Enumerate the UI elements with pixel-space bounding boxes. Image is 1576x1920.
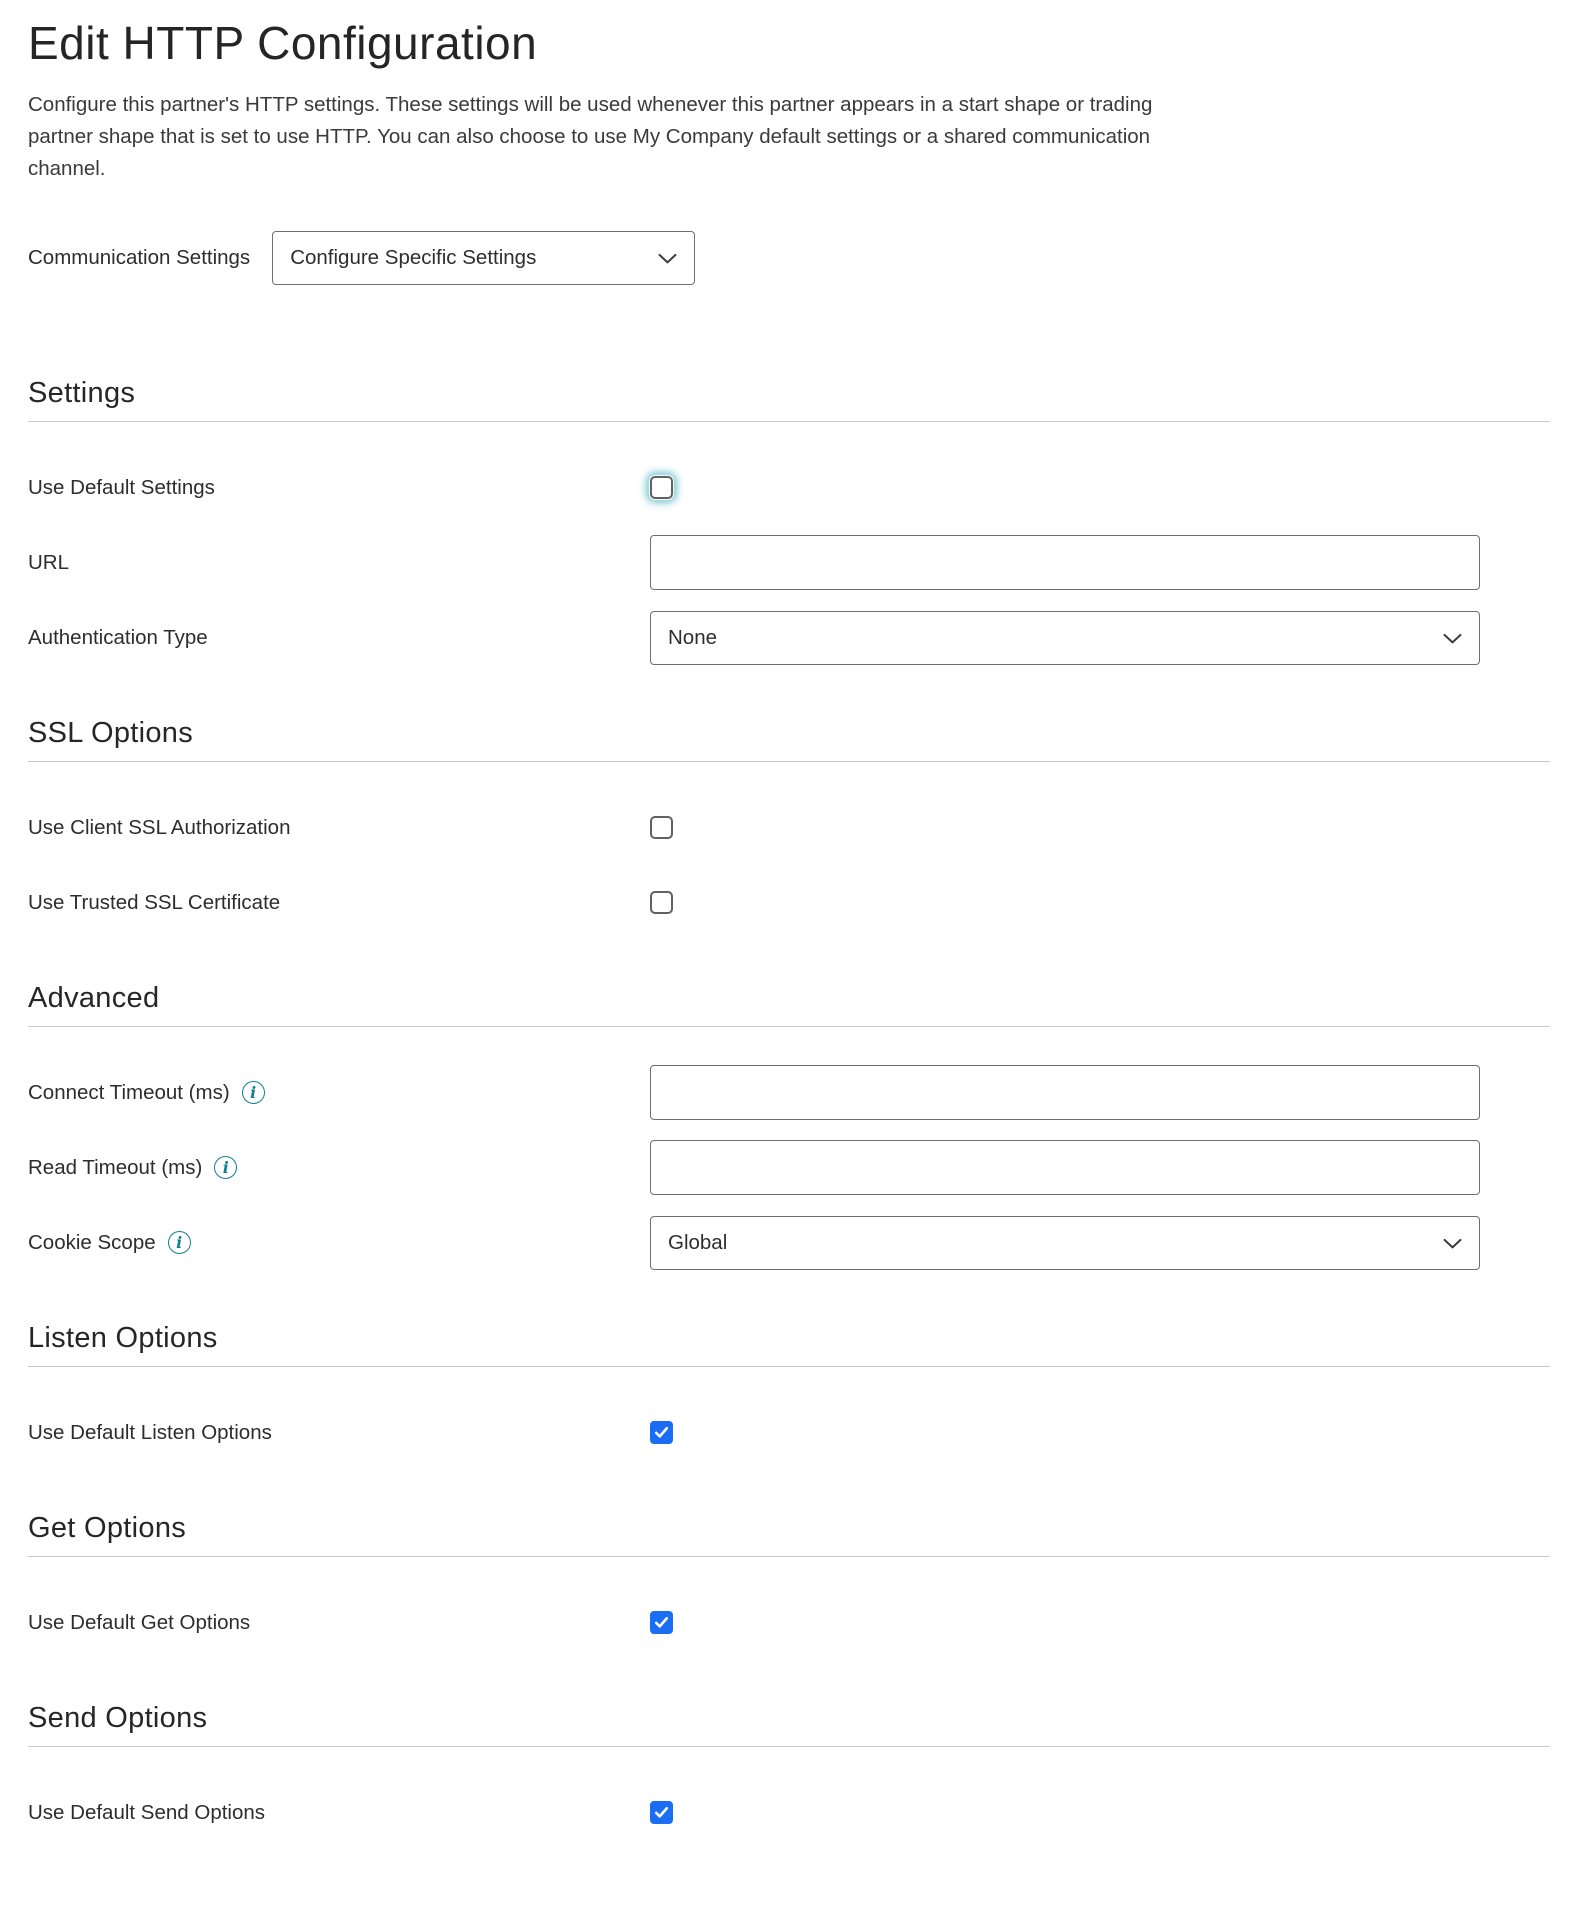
use-default-send-options-row (28, 1785, 1550, 1840)
authentication-type-select[interactable] (650, 611, 1480, 665)
url-input[interactable] (650, 535, 1480, 590)
info-icon-glyph: i (222, 1157, 229, 1177)
use-default-listen-options-row (28, 1405, 1550, 1460)
section-divider (28, 1026, 1550, 1027)
section-listen-options (28, 1322, 1550, 1460)
section-divider (28, 1746, 1550, 1747)
communication-settings-label: Communication Settings (28, 246, 251, 270)
section-settings (28, 377, 1550, 665)
read-timeout-row (28, 1140, 1550, 1195)
authentication-type-label: Authentication Type (28, 625, 208, 649)
url-row (28, 535, 1550, 590)
cookie-scope-value: Global (668, 1230, 728, 1254)
cookie-scope-select[interactable] (650, 1216, 1480, 1270)
info-icon[interactable] (214, 1156, 237, 1179)
section-divider (28, 1366, 1550, 1367)
section-settings-heading: Settings (28, 377, 136, 410)
use-default-send-options-checkbox[interactable] (650, 1801, 673, 1824)
use-trusted-ssl-certificate-row (28, 875, 1550, 930)
use-default-settings-label: Use Default Settings (28, 475, 215, 499)
authentication-type-row (28, 610, 1550, 665)
chevron-down-icon (658, 254, 677, 265)
chevron-down-icon (1443, 1238, 1462, 1249)
read-timeout-input[interactable] (650, 1140, 1480, 1195)
use-trusted-ssl-certificate-label: Use Trusted SSL Certificate (28, 890, 281, 914)
section-send-options-heading: Send Options (28, 1702, 208, 1735)
read-timeout-label: Read Timeout (ms) (28, 1155, 203, 1179)
use-client-ssl-authorization-checkbox[interactable] (650, 816, 673, 839)
use-default-send-options-label: Use Default Send Options (28, 1800, 266, 1824)
page-description (28, 89, 1550, 185)
use-default-get-options-row (28, 1595, 1550, 1650)
communication-settings-select[interactable] (272, 231, 695, 285)
section-get-options (28, 1512, 1550, 1650)
page-description-line: channel. (28, 157, 106, 181)
connect-timeout-label: Connect Timeout (ms) (28, 1080, 230, 1104)
info-icon-glyph: i (176, 1232, 183, 1252)
connect-timeout-input[interactable] (650, 1065, 1480, 1120)
info-icon[interactable] (242, 1081, 265, 1104)
page-description-line: partner shape that is set to use HTTP. You can also choose to use My Company default settings or a shared communication (28, 125, 1151, 149)
section-send-options (28, 1702, 1550, 1840)
section-listen-options-heading: Listen Options (28, 1322, 218, 1355)
info-icon[interactable] (168, 1231, 191, 1254)
use-default-listen-options-label: Use Default Listen Options (28, 1420, 272, 1444)
page-title: Edit HTTP Configuration (28, 17, 538, 69)
use-trusted-ssl-certificate-checkbox[interactable] (650, 891, 673, 914)
info-icon-glyph: i (250, 1082, 257, 1102)
section-advanced (28, 982, 1550, 1270)
section-divider (28, 761, 1550, 762)
section-advanced-heading: Advanced (28, 982, 160, 1015)
connect-timeout-row (28, 1065, 1550, 1120)
url-label: URL (28, 550, 70, 574)
cookie-scope-label: Cookie Scope (28, 1230, 156, 1254)
cookie-scope-row (28, 1215, 1550, 1270)
use-default-get-options-checkbox[interactable] (650, 1611, 673, 1634)
section-ssl-options (28, 717, 1550, 930)
use-client-ssl-authorization-row (28, 800, 1550, 855)
chevron-down-icon (1443, 633, 1462, 644)
use-default-get-options-label: Use Default Get Options (28, 1610, 251, 1634)
section-divider (28, 421, 1550, 422)
communication-settings-value: Configure Specific Settings (290, 246, 537, 270)
section-ssl-options-heading: SSL Options (28, 717, 194, 750)
section-get-options-heading: Get Options (28, 1512, 187, 1545)
section-divider (28, 1556, 1550, 1557)
use-default-settings-checkbox[interactable] (650, 476, 673, 499)
authentication-type-value: None (668, 625, 718, 649)
page-description-line: Configure this partner's HTTP settings. These settings will be used whenever this partner appears in a start shape or trading (28, 93, 1153, 117)
use-client-ssl-authorization-label: Use Client SSL Authorization (28, 815, 291, 839)
use-default-settings-row (28, 460, 1550, 515)
use-default-listen-options-checkbox[interactable] (650, 1421, 673, 1444)
communication-settings-row (28, 231, 1550, 285)
